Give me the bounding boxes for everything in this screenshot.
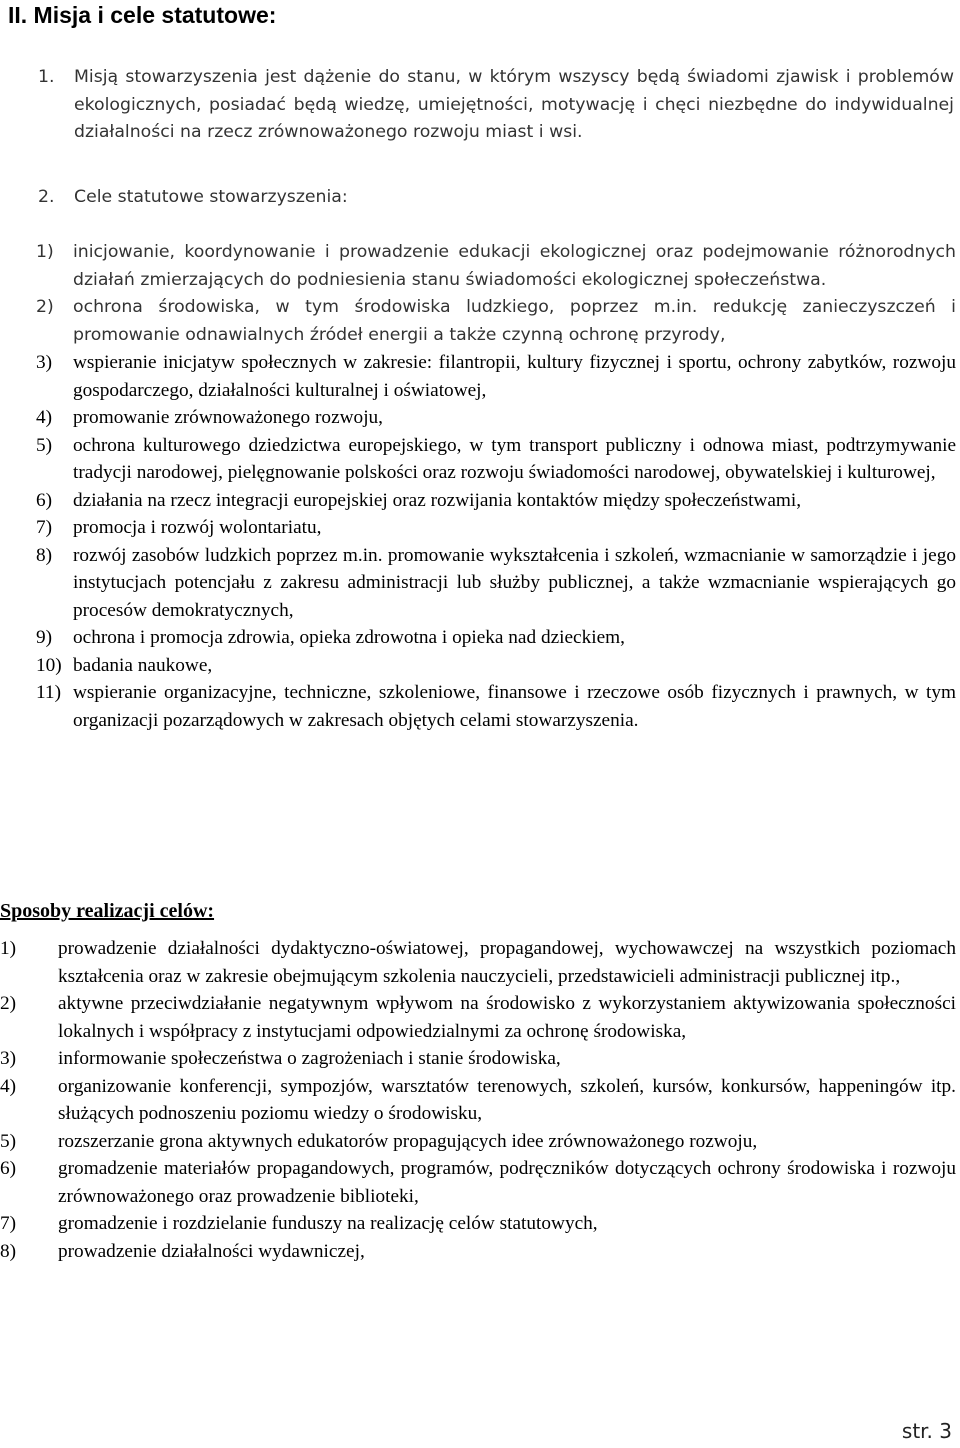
- list-item-number: 3): [36, 352, 53, 373]
- list-item-text: gromadzenie materiałów propagandowych, programów, podręczników dotyczących ochrony środowiska i rozwoju zrównoważonego oraz prowadzenie biblioteki,: [58, 1158, 956, 1207]
- list-item: [36, 349, 956, 404]
- list-item-text: gromadzenie i rozdzielanie funduszy na realizację celów statutowych,: [58, 1213, 598, 1234]
- list-item-text: wspieranie organizacyjne, techniczne, szkoleniowe, finansowe i rzeczowe osób fizycznych i prawnych, w tym organizacji pozarządowych w zakresach objętych celami stowarzyszenia.: [73, 682, 956, 731]
- list-item-number: 8): [36, 544, 53, 566]
- mission-paragraph: [38, 64, 954, 147]
- list-item: [0, 1210, 956, 1238]
- list-item: [0, 1045, 956, 1073]
- list-item-number: 6): [0, 1158, 17, 1179]
- list-item: [36, 542, 956, 625]
- list-item-text: prowadzenie działalności wydawniczej,: [58, 1240, 365, 1262]
- list-item-number: 1): [36, 242, 54, 262]
- list-item: [0, 990, 956, 1045]
- list-item: [0, 1155, 956, 1210]
- page-number: str. 3: [901, 1419, 952, 1443]
- list-item: [36, 514, 956, 542]
- goals-intro: [38, 184, 348, 212]
- list-item: [0, 1128, 956, 1156]
- list-item: [36, 679, 956, 734]
- list-item-number: 4): [36, 407, 53, 428]
- ways-list: [0, 935, 956, 1265]
- list-item-number: 4): [0, 1075, 17, 1097]
- goals-intro-text: Cele statutowe stowarzyszenia:: [74, 187, 348, 207]
- list-item-number: 1): [0, 938, 17, 959]
- list-item-text: badania naukowe,: [73, 654, 213, 676]
- list-item-number: 5): [36, 434, 53, 456]
- list-item: [36, 404, 956, 432]
- list-item-text: promowanie zrównoważonego rozwoju,: [73, 407, 384, 428]
- ways-title: Sposoby realizacji celów:: [0, 900, 215, 922]
- list-item-number: 2): [36, 297, 54, 317]
- list-item: [36, 487, 956, 515]
- list-item-number: 5): [0, 1130, 17, 1152]
- list-item-number: 2): [0, 993, 17, 1014]
- list-item-number: 6): [36, 489, 53, 511]
- list-item-text: promocja i rozwój wolontariatu,: [73, 517, 322, 538]
- list-item: [36, 624, 956, 652]
- list-item-number: 11): [36, 682, 61, 703]
- list-item: [0, 1073, 956, 1128]
- list-item-text: informowanie społeczeństwa o zagrożeniach i stanie środowiska,: [58, 1048, 561, 1069]
- list-item-number: 7): [0, 1213, 17, 1234]
- list-item: [36, 294, 956, 349]
- list-item-text: ochrona i promocja zdrowia, opieka zdrowotna i opieka nad dzieckiem,: [73, 627, 625, 648]
- list-item-number: 3): [0, 1048, 17, 1069]
- list-item-text: ochrona środowiska, w tym środowiska ludzkiego, poprzez m.in. redukcję zanieczyszczeń i promowanie odnawialnych źródeł energii a także czynną ochronę przyrody,: [73, 297, 956, 345]
- goals-intro-number: 2.: [38, 187, 55, 207]
- list-item: [0, 935, 956, 990]
- section-heading: II. Misja i cele statutowe:: [8, 2, 277, 28]
- list-item-text: rozszerzanie grona aktywnych edukatorów propagujących idee zrównoważonego rozwoju,: [58, 1130, 758, 1152]
- list-item: [36, 432, 956, 487]
- list-item-text: organizowanie konferencji, sympozjów, warsztatów terenowych, szkoleń, kursów, konkursów, happeningów itp. służących podnoszeniu poziomu wiedzy o środowisku,: [58, 1075, 956, 1124]
- mission-number: 1.: [38, 67, 55, 87]
- list-item-text: aktywne przeciwdziałanie negatywnym wpływom na środowisko z wykorzystaniem aktywizowania społeczności lokalnych i współpracy z instytucjami odpowiedzialnymi za ochronę środowiska,: [58, 993, 956, 1042]
- list-item: [36, 239, 956, 294]
- list-item-number: 9): [36, 627, 53, 648]
- list-item: [0, 1238, 956, 1266]
- list-item-number: 10): [36, 654, 62, 676]
- list-item-text: rozwój zasobów ludzkich poprzez m.in. promowanie wykształcenia i szkoleń, wzmacnianie w samorządzie i jego instytucjach potencjału z zakresu administracji lub służby publicznej, a także wzmacnianie wspierających go procesów demokratycznych,: [73, 544, 956, 621]
- list-item-text: ochrona kulturowego dziedzictwa europejskiego, w tym transport publiczny i odnowa miast, podtrzymywanie tradycji narodowej, pielęgnowanie polskości oraz rozwoju świadomości narodowej, obywatelskiej i kulturowej,: [73, 434, 956, 483]
- list-item: [36, 652, 956, 680]
- goals-list: [36, 239, 956, 734]
- list-item-text: inicjowanie, koordynowanie i prowadzenie edukacji ekologicznej oraz podejmowanie różnorodnych działań zmierzających do podniesienia stanu świadomości ekologicznej społeczeństwa.: [73, 242, 956, 290]
- list-item-number: 7): [36, 517, 53, 538]
- mission-text: Misją stowarzyszenia jest dążenie do stanu, w którym wszyscy będą świadomi zjawisk i problemów ekologicznych, posiadać będą wiedzę, umiejętności, motywację i chęci niezbędne do indywidualnej działalności na rzecz zrównoważonego rozwoju miast i wsi.: [74, 67, 954, 142]
- list-item-text: wspieranie inicjatyw społecznych w zakresie: filantropii, kultury fizycznej i sportu, ochrony zabytków, rozwoju gospodarczego, działalności kulturalnej i oświatowej,: [73, 352, 956, 401]
- list-item-number: 8): [0, 1240, 17, 1262]
- list-item-text: prowadzenie działalności dydaktyczno-oświatowej, propagandowej, wychowawczej na wszystkich poziomach kształcenia oraz w zakresie obejmującym szkolenia nauczycieli, przedstawicieli administracji publicznej itp.,: [58, 938, 956, 987]
- list-item-text: działania na rzecz integracji europejskiej oraz rozwijania kontaktów między społeczeństwami,: [73, 489, 802, 511]
